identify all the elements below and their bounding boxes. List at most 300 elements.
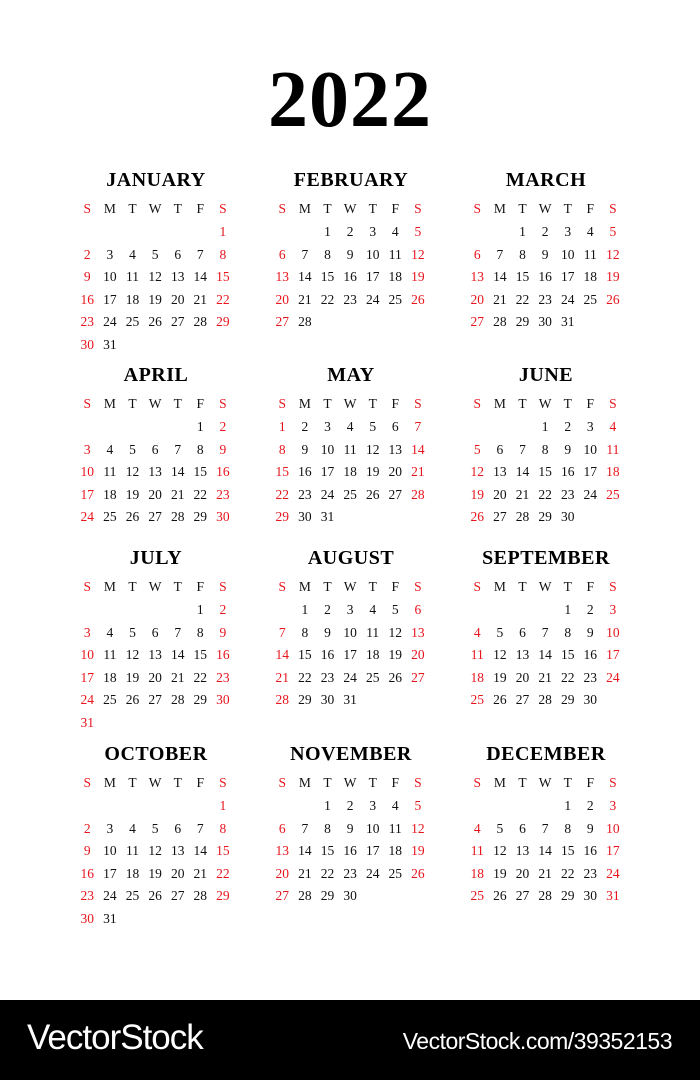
day-cell: 19 — [125, 669, 140, 685]
day-cell: 23 — [80, 314, 95, 329]
day-cell: 18 — [606, 464, 620, 479]
weekday-header: F — [586, 201, 595, 216]
day-cell: 31 — [343, 692, 357, 707]
day-cell: 1 — [564, 602, 572, 617]
weekday-header: T — [128, 201, 137, 216]
day-cell: 24 — [560, 291, 575, 307]
day-cell: 10 — [343, 624, 357, 640]
day-cell: 2 — [346, 798, 354, 813]
day-cell: 7 — [541, 820, 549, 836]
weekday-header: M — [103, 775, 116, 790]
day-cell: 6 — [174, 246, 182, 262]
day-cell: 1 — [196, 419, 204, 434]
day-cell: 19 — [606, 269, 620, 284]
day-cell: 22 — [538, 486, 552, 502]
month-november — [271, 742, 431, 903]
day-cell: 2 — [564, 419, 572, 434]
weekday-header: S — [83, 579, 92, 594]
day-cell: 22 — [320, 865, 335, 881]
day-cell: 25 — [103, 692, 117, 707]
day-cell: 28 — [538, 692, 552, 707]
weekday-header: S — [278, 201, 287, 216]
day-cell: 16 — [320, 647, 335, 662]
day-cell: 18 — [125, 291, 140, 307]
day-cell: 5 — [473, 441, 481, 457]
day-cell: 1 — [324, 224, 331, 239]
day-cell: 2 — [219, 602, 227, 617]
weekday-header: W — [148, 775, 162, 790]
day-cell: 28 — [411, 486, 425, 502]
day-cell: 20 — [170, 865, 185, 881]
day-cell: 15 — [275, 464, 290, 479]
weekday-header: T — [173, 396, 182, 411]
day-cell: 14 — [275, 647, 290, 662]
day-cell: 9 — [346, 820, 354, 836]
month-june — [466, 363, 626, 524]
weekday-header: S — [219, 201, 227, 216]
day-cell: 23 — [80, 888, 95, 903]
day-cell: 24 — [103, 314, 117, 329]
weekday-header: F — [196, 396, 205, 411]
day-cell: 20 — [515, 865, 530, 881]
day-cell: 7 — [174, 441, 182, 457]
day-cell: 4 — [391, 798, 399, 813]
day-cell: 30 — [343, 888, 357, 903]
day-cell: 15 — [560, 647, 575, 662]
day-cell: 6 — [151, 441, 159, 457]
day-cell: 21 — [193, 291, 208, 307]
weekday-header: F — [391, 775, 400, 790]
day-cell: 25 — [470, 888, 485, 903]
weekday-header: T — [173, 201, 182, 216]
day-cell: 29 — [515, 314, 530, 329]
day-cell: 28 — [193, 888, 208, 903]
day-cell: 14 — [298, 269, 312, 284]
weekday-header: W — [538, 579, 552, 594]
day-cell: 13 — [148, 464, 162, 479]
weekday-header: S — [414, 201, 422, 216]
weekday-header: F — [391, 579, 400, 594]
day-cell: 11 — [470, 647, 484, 662]
day-cell: 6 — [473, 246, 481, 262]
day-cell: 24 — [343, 669, 357, 685]
day-cell: 21 — [170, 669, 185, 685]
day-cell: 20 — [388, 464, 403, 479]
weekday-header: F — [586, 396, 595, 411]
day-cell: 20 — [411, 647, 425, 662]
day-cell: 8 — [196, 441, 204, 457]
day-cell: 6 — [496, 441, 504, 457]
weekday-header: F — [196, 201, 205, 216]
day-cell: 10 — [320, 441, 335, 457]
day-cell: 24 — [583, 486, 598, 502]
day-cell: 21 — [170, 486, 185, 502]
day-cell: 27 — [148, 509, 162, 524]
day-cell: 24 — [80, 509, 95, 524]
day-cell: 27 — [470, 314, 485, 329]
day-cell: 7 — [301, 246, 309, 262]
day-cell: 29 — [193, 509, 208, 524]
day-cell: 17 — [606, 647, 620, 662]
day-cell: 14 — [193, 843, 208, 858]
day-cell: 2 — [346, 224, 354, 239]
weekday-header: S — [609, 579, 617, 594]
day-cell: 28 — [275, 692, 290, 707]
day-cell: 11 — [103, 464, 117, 479]
day-cell: 6 — [174, 820, 182, 836]
day-cell: 19 — [470, 486, 485, 502]
day-cell: 28 — [193, 314, 208, 329]
day-cell: 22 — [275, 486, 290, 502]
weekday-header: T — [323, 396, 332, 411]
day-cell: 2 — [586, 798, 594, 813]
weekday-header: S — [83, 396, 92, 411]
day-cell: 26 — [125, 509, 140, 524]
day-cell: 30 — [80, 336, 95, 352]
month-december — [466, 742, 626, 903]
day-cell: 26 — [493, 692, 507, 707]
day-cell: 28 — [170, 509, 185, 524]
day-cell: 26 — [411, 865, 425, 881]
day-cell: 4 — [106, 441, 114, 457]
day-cell: 26 — [148, 314, 162, 329]
day-cell: 28 — [170, 692, 185, 707]
day-cell: 11 — [343, 441, 357, 457]
day-cell: 30 — [583, 888, 598, 903]
day-cell: 11 — [366, 624, 380, 640]
day-cell: 3 — [346, 602, 354, 617]
day-cell: 7 — [414, 419, 422, 434]
day-cell: 23 — [583, 865, 598, 881]
weekday-header: S — [278, 396, 287, 411]
weekday-header: S — [473, 579, 482, 594]
day-cell: 28 — [515, 509, 530, 524]
weekday-header: M — [493, 775, 506, 790]
day-cell: 19 — [388, 647, 403, 662]
weekday-header: T — [128, 579, 137, 594]
day-cell: 11 — [470, 843, 484, 858]
day-cell: 5 — [391, 602, 399, 617]
month-august — [271, 546, 431, 707]
day-cell: 13 — [275, 843, 290, 858]
day-cell: 27 — [515, 888, 530, 903]
month-title: OCTOBER — [104, 743, 208, 765]
day-cell: 10 — [560, 246, 575, 262]
day-cell: 7 — [196, 246, 204, 262]
weekday-header: T — [173, 775, 182, 790]
day-cell: 26 — [148, 888, 162, 903]
day-cell: 26 — [606, 291, 620, 307]
day-cell: 5 — [414, 798, 422, 813]
weekday-header: M — [298, 579, 311, 594]
day-cell: 27 — [170, 888, 185, 903]
day-cell: 18 — [470, 669, 485, 685]
day-cell: 14 — [170, 464, 185, 479]
day-cell: 9 — [586, 624, 594, 640]
day-cell: 11 — [606, 441, 620, 457]
day-cell: 8 — [519, 246, 526, 262]
weekday-header: S — [83, 775, 92, 790]
day-cell: 6 — [391, 419, 399, 434]
day-cell: 13 — [275, 269, 290, 284]
day-cell: 25 — [125, 314, 140, 329]
day-cell: 6 — [414, 602, 422, 617]
day-cell: 2 — [586, 602, 594, 617]
day-cell: 18 — [388, 269, 403, 284]
weekday-header: T — [368, 775, 377, 790]
day-cell: 12 — [125, 647, 140, 662]
weekday-header: S — [219, 775, 227, 790]
day-cell: 15 — [320, 843, 335, 858]
day-cell: 20 — [148, 669, 162, 685]
day-cell: 15 — [298, 647, 312, 662]
day-cell: 8 — [324, 246, 331, 262]
day-cell: 7 — [196, 820, 204, 836]
day-cell: 6 — [519, 820, 526, 836]
day-cell: 26 — [125, 692, 140, 707]
day-cell: 27 — [275, 888, 290, 903]
day-cell: 5 — [151, 820, 159, 836]
day-cell: 10 — [103, 269, 117, 284]
day-cell: 10 — [606, 624, 620, 640]
day-cell: 2 — [301, 419, 309, 434]
day-cell: 5 — [129, 624, 136, 640]
day-cell: 19 — [125, 486, 140, 502]
day-cell: 18 — [103, 669, 117, 685]
weekday-header: T — [128, 396, 137, 411]
weekday-header: S — [609, 201, 617, 216]
day-cell: 15 — [320, 269, 335, 284]
weekday-header: S — [473, 201, 482, 216]
day-cell: 9 — [324, 624, 331, 640]
day-cell: 15 — [515, 269, 530, 284]
day-cell: 11 — [388, 246, 402, 262]
day-cell: 24 — [103, 888, 117, 903]
month-february — [271, 168, 431, 329]
weekday-header: M — [103, 579, 116, 594]
day-cell: 6 — [278, 820, 286, 836]
day-cell: 23 — [343, 865, 357, 881]
weekday-header: T — [368, 201, 377, 216]
day-cell: 30 — [560, 509, 575, 524]
weekday-header: S — [414, 775, 422, 790]
weekday-header: T — [128, 775, 137, 790]
day-cell: 25 — [343, 486, 357, 502]
day-cell: 25 — [606, 486, 620, 502]
day-cell: 9 — [346, 246, 354, 262]
day-cell: 10 — [583, 441, 598, 457]
weekday-header: W — [538, 396, 552, 411]
day-cell: 16 — [343, 843, 357, 858]
weekday-header: S — [414, 579, 422, 594]
day-cell: 30 — [216, 509, 230, 524]
day-cell: 11 — [103, 647, 117, 662]
day-cell: 19 — [411, 269, 425, 284]
weekday-header: S — [473, 775, 482, 790]
weekday-header: F — [196, 775, 205, 790]
day-cell: 27 — [493, 509, 507, 524]
day-cell: 25 — [125, 888, 140, 903]
day-cell: 15 — [216, 269, 230, 284]
day-cell: 6 — [278, 246, 286, 262]
day-cell: 18 — [103, 486, 117, 502]
weekday-header: F — [391, 396, 400, 411]
day-cell: 16 — [298, 464, 312, 479]
day-cell: 27 — [515, 692, 530, 707]
day-cell: 3 — [564, 224, 572, 239]
weekday-header: W — [148, 396, 162, 411]
day-cell: 16 — [216, 647, 230, 662]
day-cell: 9 — [541, 246, 549, 262]
day-cell: 9 — [219, 624, 227, 640]
month-title: DECEMBER — [486, 743, 606, 765]
weekday-header: S — [609, 775, 617, 790]
day-cell: 24 — [365, 291, 380, 307]
day-cell: 2 — [219, 419, 227, 434]
day-cell: 22 — [515, 291, 530, 307]
day-cell: 12 — [493, 843, 507, 858]
month-march — [466, 168, 626, 329]
day-cell: 9 — [564, 441, 572, 457]
day-cell: 11 — [125, 843, 139, 858]
day-cell: 8 — [219, 820, 227, 836]
day-cell: 11 — [388, 820, 402, 836]
day-cell: 15 — [193, 647, 208, 662]
weekday-header: W — [343, 396, 357, 411]
day-cell: 12 — [606, 246, 620, 262]
day-cell: 9 — [83, 269, 91, 284]
day-cell: 14 — [493, 269, 507, 284]
day-cell: 4 — [346, 419, 354, 434]
day-cell: 1 — [301, 602, 309, 617]
day-cell: 21 — [275, 669, 290, 685]
weekday-header: T — [563, 201, 572, 216]
weekday-header: T — [518, 579, 527, 594]
day-cell: 28 — [493, 314, 507, 329]
day-cell: 15 — [216, 843, 230, 858]
weekday-header: W — [538, 775, 552, 790]
day-cell: 28 — [538, 888, 552, 903]
day-cell: 4 — [586, 224, 594, 239]
day-cell: 18 — [125, 865, 140, 881]
day-cell: 29 — [560, 692, 575, 707]
day-cell: 10 — [606, 820, 620, 836]
day-cell: 13 — [148, 647, 162, 662]
day-cell: 21 — [193, 865, 208, 881]
day-cell: 3 — [106, 820, 114, 836]
day-cell: 16 — [583, 647, 598, 662]
day-cell: 18 — [343, 464, 357, 479]
day-cell: 24 — [80, 692, 95, 707]
day-cell: 31 — [80, 714, 95, 730]
day-cell: 13 — [170, 843, 185, 858]
day-cell: 12 — [493, 647, 507, 662]
day-cell: 3 — [586, 419, 594, 434]
day-cell: 30 — [583, 692, 598, 707]
day-cell: 31 — [560, 314, 575, 329]
weekday-header: M — [298, 396, 311, 411]
day-cell: 29 — [538, 509, 552, 524]
day-cell: 5 — [496, 624, 504, 640]
weekday-header: S — [278, 579, 287, 594]
day-cell: 19 — [148, 291, 162, 307]
day-cell: 21 — [538, 865, 552, 881]
day-cell: 25 — [388, 291, 403, 307]
day-cell: 3 — [83, 441, 91, 457]
day-cell: 10 — [80, 647, 95, 662]
weekday-header: W — [343, 775, 357, 790]
day-cell: 16 — [343, 269, 357, 284]
day-cell: 1 — [219, 798, 227, 813]
day-cell: 18 — [470, 865, 485, 881]
day-cell: 8 — [324, 820, 331, 836]
day-cell: 5 — [151, 246, 159, 262]
day-cell: 14 — [515, 464, 530, 479]
day-cell: 29 — [193, 692, 208, 707]
day-cell: 6 — [519, 624, 526, 640]
weekday-header: S — [609, 396, 617, 411]
weekday-header: T — [323, 775, 332, 790]
day-cell: 17 — [365, 269, 380, 284]
weekday-header: W — [148, 579, 162, 594]
day-cell: 22 — [216, 291, 230, 307]
year-title: 2022 — [268, 56, 432, 144]
day-cell: 20 — [275, 865, 290, 881]
day-cell: 4 — [609, 419, 617, 434]
day-cell: 30 — [216, 692, 230, 707]
day-cell: 1 — [278, 419, 286, 434]
day-cell: 19 — [411, 843, 425, 858]
day-cell: 7 — [541, 624, 549, 640]
weekday-header: S — [473, 396, 482, 411]
day-cell: 29 — [560, 888, 575, 903]
weekday-header: T — [323, 579, 332, 594]
day-cell: 18 — [365, 647, 380, 662]
day-cell: 2 — [83, 820, 91, 836]
day-cell: 27 — [170, 314, 185, 329]
day-cell: 27 — [275, 314, 290, 329]
day-cell: 3 — [324, 419, 331, 434]
day-cell: 1 — [196, 602, 204, 617]
day-cell: 17 — [606, 843, 620, 858]
day-cell: 13 — [470, 269, 485, 284]
day-cell: 30 — [320, 692, 335, 707]
day-cell: 8 — [541, 441, 549, 457]
day-cell: 4 — [106, 624, 114, 640]
day-cell: 17 — [583, 464, 598, 479]
day-cell: 16 — [80, 291, 95, 307]
day-cell: 5 — [414, 224, 422, 239]
day-cell: 30 — [538, 314, 552, 329]
weekday-header: S — [414, 396, 422, 411]
day-cell: 14 — [538, 647, 552, 662]
day-cell: 23 — [583, 669, 598, 685]
day-cell: 4 — [129, 246, 136, 262]
day-cell: 12 — [148, 843, 162, 858]
day-cell: 11 — [125, 269, 139, 284]
day-cell: 19 — [493, 669, 507, 685]
day-cell: 16 — [538, 269, 552, 284]
day-cell: 17 — [103, 291, 117, 307]
day-cell: 20 — [148, 486, 162, 502]
day-cell: 10 — [103, 843, 117, 858]
weekday-header: S — [219, 396, 227, 411]
day-cell: 29 — [216, 888, 230, 903]
day-cell: 1 — [324, 798, 331, 813]
weekday-header: M — [493, 396, 506, 411]
day-cell: 28 — [298, 314, 312, 329]
day-cell: 12 — [411, 820, 425, 836]
